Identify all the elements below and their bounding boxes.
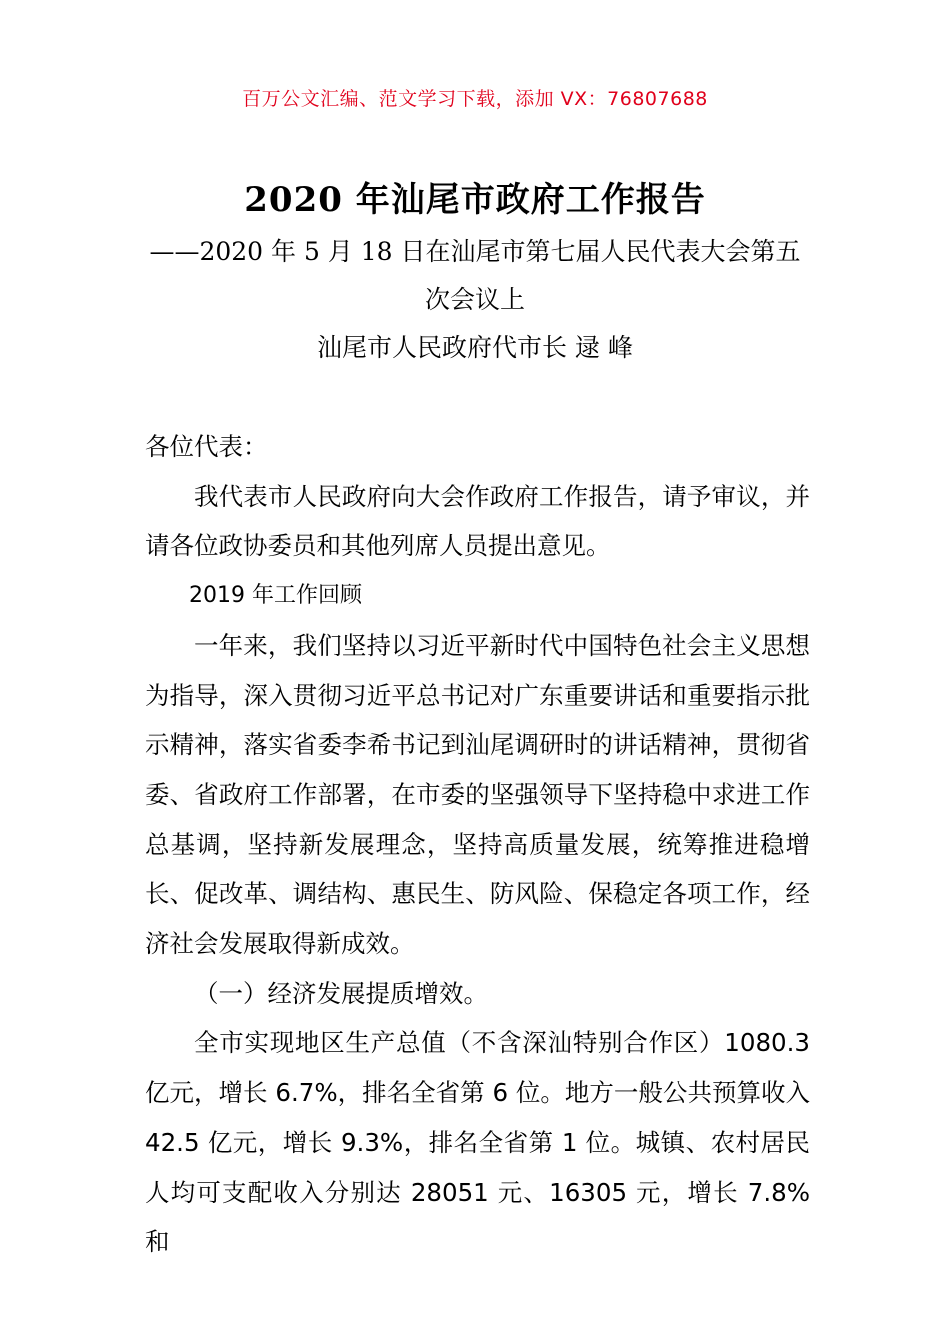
salutation: 各位代表：: [145, 432, 268, 461]
document-body: [145, 422, 810, 1267]
paragraph: 全市实现地区生产总值（不含深汕特别合作区）1080.3 亿元，增长 6.7%，排名全省第 6 位。地方一般公共预算收入 42.5 亿元，增长 9.3%，排名全省第 1 位。城镇、农村居民人均可支配收入分别达 28051 元、16305 元，增长 7.8%和: [145, 1028, 810, 1257]
section-heading: 2019 年工作回顾: [189, 583, 362, 609]
promo-banner: 百万公文汇编、范文学习下载，添加 VX：76807688: [242, 88, 708, 110]
paragraph: 我代表市人民政府向大会作政府工作报告，请予审议，并请各位政协委员和其他列席人员提出意见。: [145, 481, 810, 561]
document-author: 汕尾市人民政府代市长 逯 峰: [317, 333, 633, 362]
document-subtitle: ——2020 年 5 月 18 日在汕尾市第七届人民代表大会第五次会议上: [149, 237, 801, 314]
subsection-heading: （一）经济发展提质增效。: [194, 978, 488, 1008]
document-title: 2020 年汕尾市政府工作报告: [244, 180, 706, 220]
paragraph: 一年来，我们坚持以习近平新时代中国特色社会主义思想为指导，深入贯彻习近平总书记对广东重要讲话和重要指示批示精神，落实省委李希书记到汕尾调研时的讲话精神，贯彻省委、省政府工作部署，在市委的坚强领导下坚持稳中求进工作总基调，坚持新发展理念，坚持高质量发展，统筹推进稳增长、促改革、调结构、惠民生、防风险、保稳定各项工作，经济社会发展取得新成效。: [145, 630, 810, 959]
